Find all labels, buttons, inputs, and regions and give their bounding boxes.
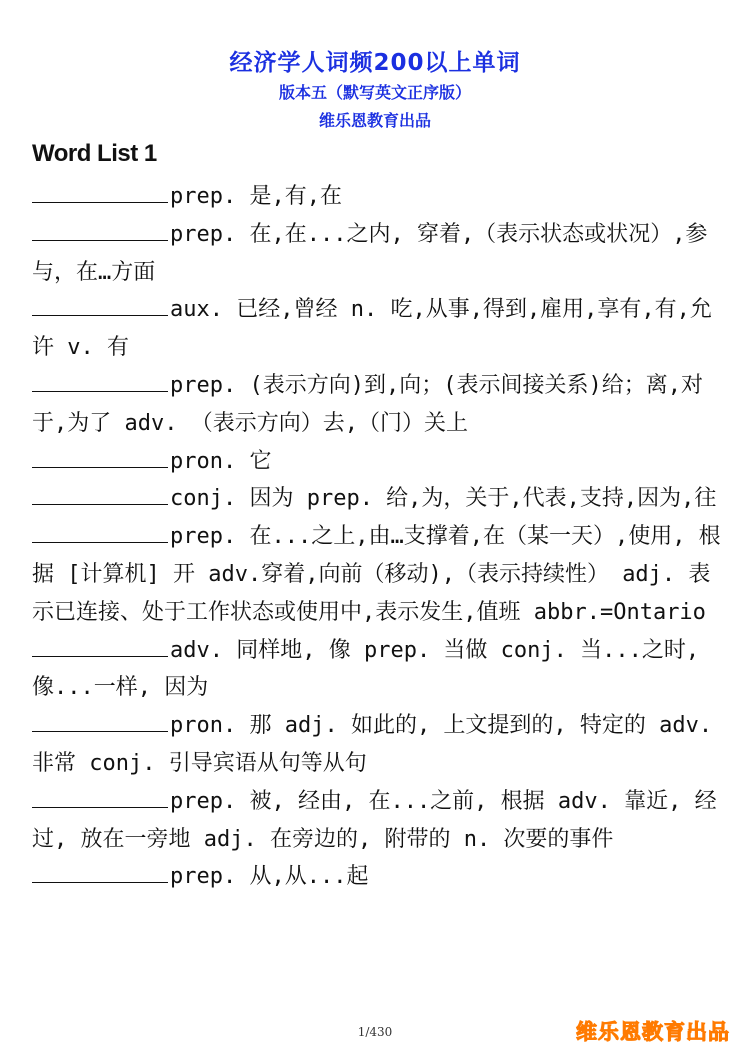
entry-definition: aux. 已经,曾经 n. 吃,从事,得到,雇用,享有,有,允许 v. 有 [32, 297, 712, 361]
publisher-line: 维乐恩教育出品 [318, 111, 431, 130]
entry-definition: prep. (表示方向)到,向；(表示间接关系)给；离,对于,为了 adv. （表示方向）去,（门）关上 [32, 372, 703, 436]
word-entry [32, 216, 722, 292]
page-number: 1/430 [357, 1025, 393, 1039]
word-entry [32, 291, 722, 367]
entry-definition: prep. 在...之上,由…支撑着,在（某一天）,使用, 根据 [计算机] 开 adv.穿着,向前（移动),（表示持续性） adj. 表示已连接、处于工作状态或使用中,表示发生,值班 abbr.=Ontario [32, 524, 721, 625]
answer-blank [32, 522, 168, 543]
entry-definition: pron. 那 adj. 如此的, 上文提到的, 特定的 adv. 非常 conj. 引导宾语从句等从句 [32, 713, 713, 776]
entry-definition: prep. 是,有,在 [170, 184, 342, 209]
word-list-heading: Word List 1 [32, 140, 157, 167]
entry-definition: prep. 从,从...起 [170, 864, 369, 890]
word-entry [32, 858, 722, 896]
entry-definition: pron. 它 [170, 448, 272, 474]
answer-blank [32, 636, 168, 657]
answer-blank [32, 295, 168, 316]
entry-definition: conj. 因为 prep. 给,为，关于,代表,支持,因为,往 [170, 486, 717, 512]
document-subtitle: 版本五（默写英文正序版） [278, 83, 471, 102]
word-entry [32, 480, 722, 518]
word-entry [32, 518, 722, 631]
word-entry [32, 632, 722, 708]
word-entry [32, 443, 722, 481]
answer-blank [32, 787, 168, 808]
answer-blank [32, 862, 168, 883]
word-entry [32, 707, 722, 783]
answer-blank [32, 484, 168, 505]
answer-blank [32, 447, 168, 468]
document-title: 经济学人词频200以上单词 [229, 50, 521, 76]
watermark-logo: 维乐恩教育出品 [576, 1020, 730, 1044]
entry-definition: adv. 同样地, 像 prep. 当做 conj. 当...之时, 像...一样, 因为 [32, 637, 700, 701]
answer-blank [32, 711, 168, 732]
entry-definition: prep. 被, 经由, 在...之前, 根据 adv. 靠近, 经过, 放在一旁地 adj. 在旁边的, 附带的 n. 次要的事件 [32, 788, 717, 852]
word-entry [32, 178, 722, 216]
entry-definition: prep. 在,在...之内, 穿着,（表示状态或状况）,参与，在…方面 [32, 221, 708, 285]
word-entry [32, 367, 722, 443]
answer-blank [32, 220, 168, 241]
word-entry [32, 783, 722, 859]
word-list [32, 178, 722, 896]
answer-blank [32, 182, 168, 203]
answer-blank [32, 371, 168, 392]
